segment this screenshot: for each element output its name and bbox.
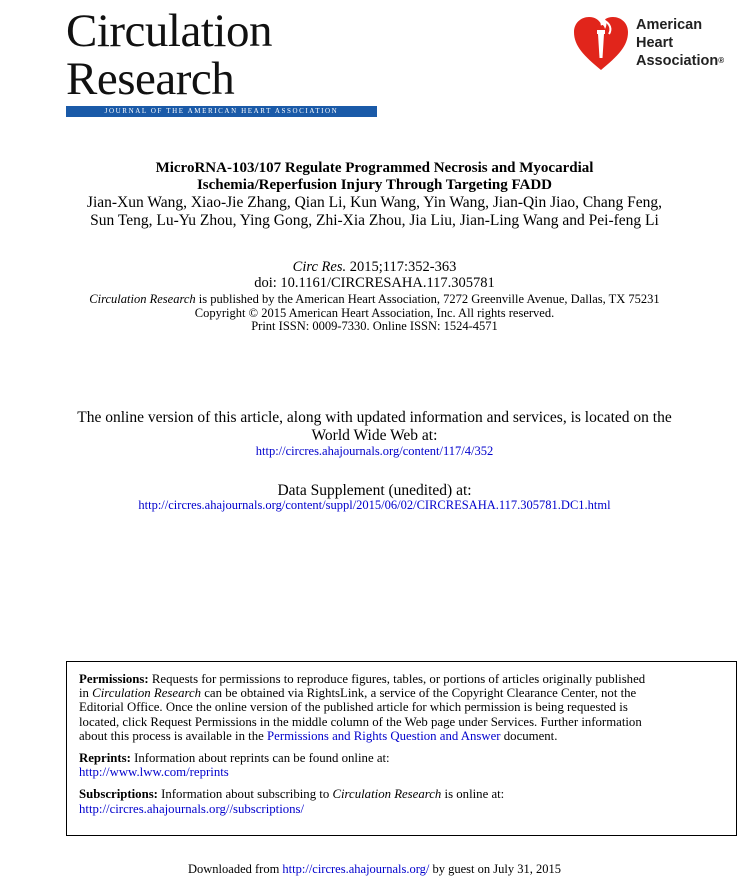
reprints-section (79, 751, 724, 779)
journal-title-line1: Circulation (66, 5, 272, 57)
permissions-heading: Permissions: (79, 672, 149, 686)
data-supplement-link[interactable]: http://circres.ahajournals.org/content/suppl/2015/06/02/CIRCRESAHA.117.305781.DC1.html (138, 498, 611, 512)
online-article-link[interactable]: http://circres.ahajournals.org/content/117/4/352 (255, 444, 494, 458)
aha-logo (572, 12, 742, 74)
supplement-url-row (0, 498, 749, 513)
article-title-line1: MicroRNA-103/107 Regulate Programmed Necrosis and Myocardial (155, 160, 594, 176)
footer-site-link[interactable]: http://circres.ahajournals.org/ (282, 862, 430, 876)
online-version-text (0, 409, 749, 445)
reprints-link[interactable]: http://www.lww.com/reprints (79, 765, 229, 780)
citation-details: 2015;117:352-363 (349, 259, 457, 275)
reprints-line: Reprints: Information about reprints can be found online at: (79, 751, 390, 766)
aha-line2: Heart (636, 35, 674, 51)
journal-title-line2: Research (66, 53, 235, 105)
doi: doi: 10.1161/CIRCRESAHA.117.305781 (254, 275, 495, 291)
author-line2: Sun Teng, Lu-Yu Zhou, Ying Gong, Zhi-Xia Zhou, Jia Liu, Jian-Ling Wang and Pei-feng Li (90, 212, 659, 229)
author-line1: Jian-Xun Wang, Xiao-Jie Zhang, Qian Li, Kun Wang, Yin Wang, Jian-Qin Jiao, Chang Feng, (86, 194, 663, 211)
heart-torch-icon (572, 12, 630, 74)
reprints-heading: Reprints: (79, 751, 131, 766)
subscriptions-section (79, 787, 724, 815)
citation (0, 259, 749, 275)
publisher-text: is published by the American Heart Association, 7272 Greenville Avenue, Dallas, TX 75231 (198, 292, 660, 306)
data-supplement-label: Data Supplement (unedited) at: (277, 482, 472, 499)
permissions-line4: located, click Request Permissions in the middle column of the Web page under Services. Further information (79, 714, 642, 729)
download-footer: Downloaded from http://circres.ahajournals.org/ by guest on July 31, 2015 (188, 862, 561, 876)
online-url-row (0, 444, 749, 459)
article-title-line2: Ischemia/Reperfusion Injury Through Targeting FADD (196, 177, 553, 193)
publisher-journal: Circulation Research (89, 292, 196, 306)
online-line1: The online version of this article, along with updated information and services, is located on the (77, 409, 672, 426)
copyright-line: Copyright © 2015 American Heart Association, Inc. All rights reserved. (194, 306, 555, 320)
subscriptions-link[interactable]: http://circres.ahajournals.org//subscriptions/ (79, 801, 305, 816)
publisher-line (0, 292, 749, 306)
permissions-line3: Editorial Office. Once the online version of the published article for which permission is being requested is (79, 700, 628, 715)
permissions-line2: in Circulation Research can be obtained via RightsLink, a service of the Copyright Clearance Center, not the (79, 686, 637, 701)
online-line2: World Wide Web at: (311, 427, 438, 444)
author-list (0, 194, 749, 230)
subscriptions-heading: Subscriptions: (79, 787, 158, 802)
journal-subtitle-bar: JOURNAL OF THE AMERICAN HEART ASSOCIATION (66, 106, 377, 117)
aha-wordmark (636, 16, 724, 70)
permissions-section (79, 672, 724, 743)
permissions-line1: Permissions: Requests for permissions to reproduce figures, tables, or portions of articles originally published (79, 672, 646, 686)
permissions-qa-link[interactable]: Permissions and Rights Question and Answer (267, 728, 501, 743)
citation-journal: Circ Res. (292, 259, 347, 275)
issn-line: Print ISSN: 0009-7330. Online ISSN: 1524-4571 (251, 319, 498, 333)
permissions-line5: about this process is available in the Permissions and Rights Question and Answer document. (79, 728, 558, 743)
permissions-box (66, 661, 737, 836)
subscriptions-line: Subscriptions: Information about subscribing to Circulation Research is online at: (79, 787, 505, 802)
aha-line1: American (636, 17, 703, 33)
article-title (0, 160, 749, 194)
aha-line3: Association® (636, 53, 725, 69)
